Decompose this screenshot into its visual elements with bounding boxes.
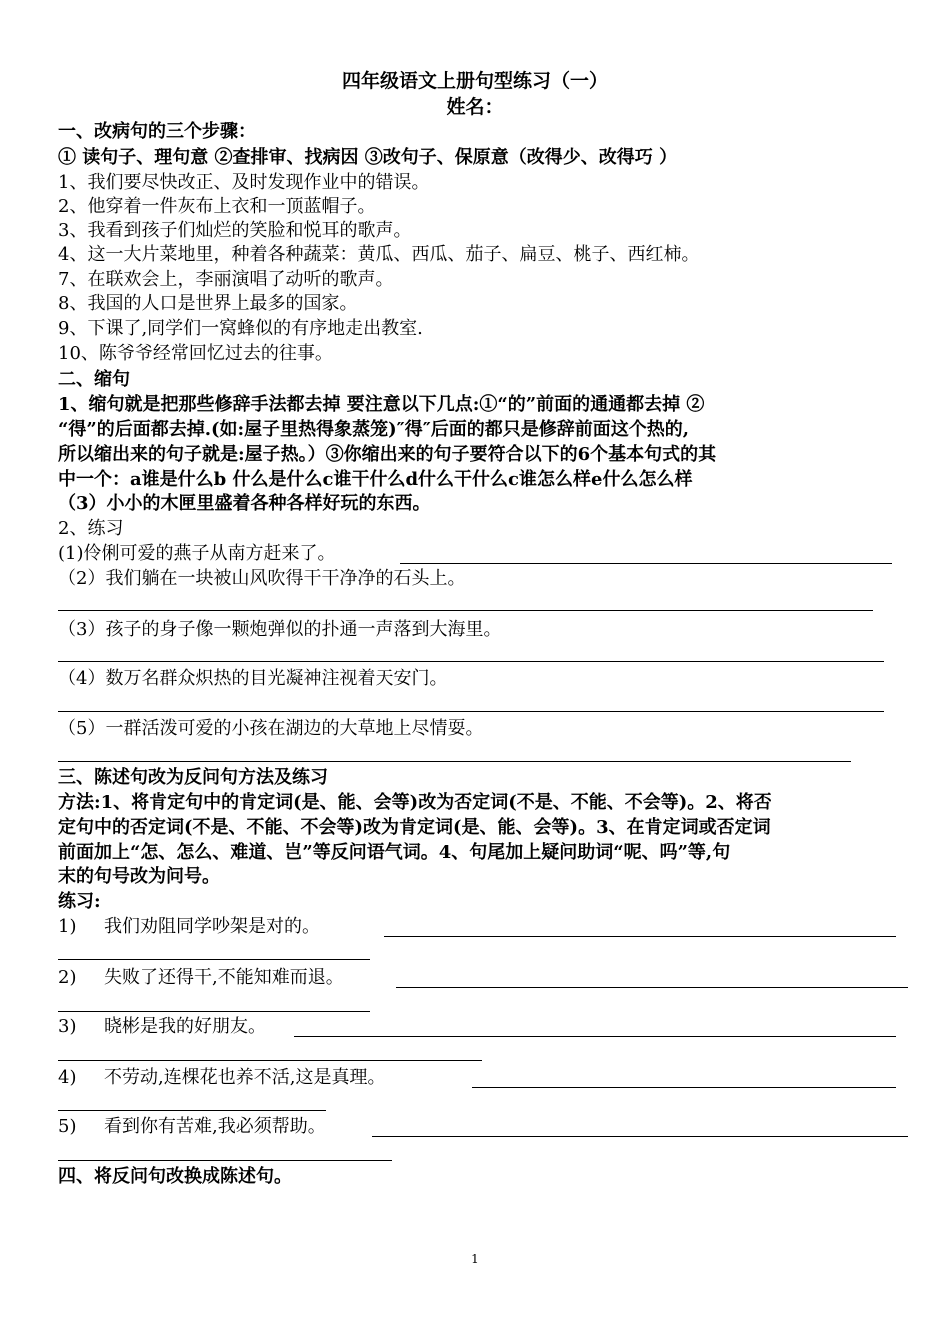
page-number: 1 (471, 1252, 479, 1266)
section4-heading: 四、将反问句改换成陈述句。 (58, 1166, 292, 1187)
section2-exercise: （5）一群活泼可爱的小孩在湖边的大草地上尽情耍。 (58, 718, 484, 739)
answer-blank[interactable] (400, 563, 892, 564)
answer-blank[interactable] (472, 1087, 896, 1088)
section1-item: 3、我看到孩子们灿烂的笑脸和悦耳的歌声。 (58, 220, 412, 241)
section2-exercise: （3）孩子的身子像一颗炮弹似的扑通一声落到大海里。 (58, 619, 502, 640)
section3-heading: 三、陈述句改为反问句方法及练习 (58, 767, 328, 788)
answer-blank[interactable] (58, 1011, 370, 1012)
section2-explain: （3）小小的木匣里盛着各种各样好玩的东西。 (58, 493, 431, 514)
section2-heading: 二、缩句 (58, 369, 130, 390)
section1-item: 7、在联欢会上，李丽演唱了动听的歌声。 (58, 269, 394, 290)
section1-item: 2、他穿着一件灰布上衣和一顶蓝帽子。 (58, 196, 376, 217)
answer-blank[interactable] (396, 987, 908, 988)
exercise-number: 4) (58, 1067, 77, 1088)
section2-explain: 中一个：a谁是什么b 什么是什么c谁干什么d什么干什么c谁怎么样e什么怎么样 (58, 469, 693, 490)
exercise-number: 3) (58, 1016, 77, 1037)
section3-method: 前面加上“怎、怎么、难道、岂”等反问语气词。4、句尾加上疑问助词“呢、吗”等,句 (58, 842, 731, 863)
answer-blank[interactable] (294, 1036, 896, 1037)
section2-practice-label: 2、练习 (58, 518, 124, 539)
section1-item: 9、下课了,同学们一窝蜂似的有序地走出教室. (58, 318, 423, 339)
section2-exercise: （4）数万名群众炽热的目光凝神注视着天安门。 (58, 668, 448, 689)
section1-item: 8、我国的人口是世界上最多的国家。 (58, 293, 358, 314)
exercise-text: 失败了还得干,不能知难而退。 (104, 967, 344, 988)
section2-explain: 所以缩出来的句子就是:屋子热。）③你缩出来的句子要符合以下的6个基本句式的其 (58, 444, 717, 465)
answer-blank[interactable] (372, 1136, 908, 1137)
section3-exercise (58, 915, 320, 939)
section3-exercise (58, 966, 344, 990)
section3-exercise (58, 1015, 266, 1039)
section3-method: 末的句号改为问号。 (58, 866, 220, 887)
section3-exercise (58, 1066, 385, 1090)
section1-steps: ① 读句子、理句意 ②查排审、找病因 ③改句子、保原意（改得少、改得巧 ） (58, 147, 678, 168)
answer-blank[interactable] (58, 711, 884, 712)
exercise-number: 2) (58, 967, 77, 988)
section3-practice-label: 练习: (58, 891, 101, 912)
name-label: 姓名： (446, 96, 504, 118)
section1-item: 1、我们要尽快改正、及时发现作业中的错误。 (58, 172, 430, 193)
answer-blank[interactable] (58, 1160, 392, 1161)
section2-explain: 1、缩句就是把那些修辞手法都去掉 要注意以下几点:①“的”前面的通通都去掉 ② (58, 394, 705, 415)
answer-blank[interactable] (58, 610, 873, 611)
answer-blank[interactable] (58, 959, 370, 960)
exercise-text: 看到你有苦难,我必须帮助。 (104, 1116, 326, 1137)
answer-blank[interactable] (384, 936, 896, 937)
section1-item: 10、陈爷爷经常回忆过去的往事。 (58, 343, 333, 364)
section3-method: 定句中的否定词(不是、不能、不会等)改为肯定词(是、能、会等)。3、在肯定词或否定词 (58, 817, 771, 838)
answer-blank[interactable] (58, 1060, 482, 1061)
page-title: 四年级语文上册句型练习（一） (341, 70, 608, 92)
exercise-number: 5) (58, 1116, 77, 1137)
answer-blank[interactable] (58, 761, 851, 762)
exercise-number: 1) (58, 916, 77, 937)
section1-item: 4、这一大片菜地里，种着各种蔬菜：黄瓜、西瓜、茄子、扁豆、桃子、西红柿。 (58, 244, 700, 265)
exercise-text: 我们劝阻同学吵架是对的。 (104, 916, 320, 937)
section1-heading: 一、改病句的三个步骤： (58, 121, 256, 142)
exercise-text: 不劳动,连棵花也养不活,这是真理。 (104, 1067, 386, 1088)
section2-explain: “得”的后面都去掉.(如:屋子里热得象蒸笼)″得″后面的都只是修辞前面这个热的, (58, 419, 689, 440)
answer-blank[interactable] (58, 1110, 326, 1111)
section3-method: 方法:1、将肯定句中的肯定词(是、能、会等)改为否定词(不是、不能、不会等)。2、将否 (58, 792, 772, 813)
section2-exercise: （2）我们躺在一块被山风吹得干干净净的石头上。 (58, 568, 466, 589)
section2-exercise: (1)伶俐可爱的燕子从南方赶来了。 (58, 543, 336, 564)
answer-blank[interactable] (58, 661, 884, 662)
exercise-text: 晓彬是我的好朋友。 (104, 1016, 266, 1037)
section3-exercise (58, 1115, 326, 1139)
